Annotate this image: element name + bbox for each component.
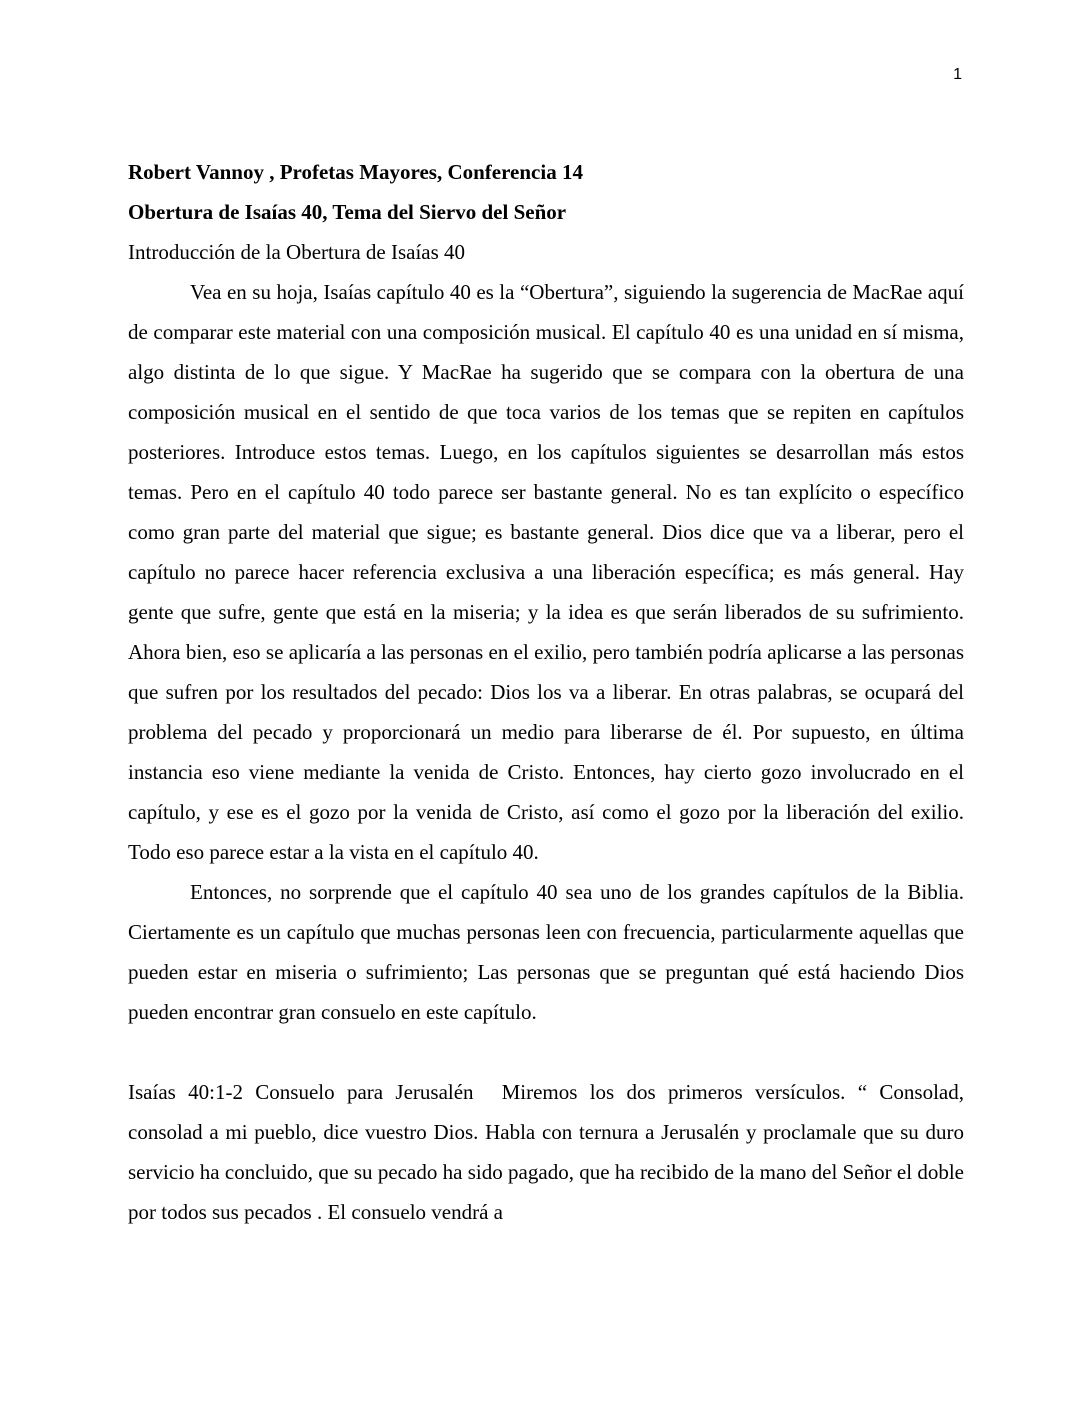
paragraph-2: Entonces, no sorprende que el capítulo 40 sea uno de los grandes capítulos de la Biblia. Ciertamente es un capítulo que muchas personas leen con frecuencia, particularmente aquellas que pueden estar en miseria o sufrimiento; Las personas que se preguntan qué está haciendo Dios pueden encontrar gran consuelo en este capítulo.	[128, 880, 964, 1024]
paragraph-1: Vea en su hoja, Isaías capítulo 40 es la “Obertura”, siguiendo la sugerencia de MacRae aquí de comparar este material con una composición musical. El capítulo 40 es una unidad en sí misma, algo distinta de lo que sigue. Y MacRae ha sugerido que se compara con la obertura de una composición musical en el sentido de que toca varios de los temas que se repiten en capítulos posteriores. Introduce estos temas. Luego, en los capítulos siguientes se desarrollan más estos temas. Pero en el capítulo 40 todo parece ser bastante general. No es tan explícito o específico como gran parte del material que sigue; es bastante general. Dios dice que va a liberar, pero el capítulo no parece hacer referencia exclusiva a una liberación específica; es más general. Hay gente que sufre, gente que está en la miseria; y la idea es que serán liberados de su sufrimiento. Ahora bien, eso se aplicaría a las personas en el exilio, pero también podría aplicarse a las personas que sufren por los resultados del pecado: Dios los va a liberar. En otras palabras, se ocupará del problema del pecado y proporcionará un medio para liberarse de él. Por supuesto, en última instancia eso viene mediante la venida de Cristo. Entonces, hay cierto gozo involucrado en el capítulo, y ese es el gozo por la venida de Cristo, así como el gozo por la liberación del exilio. Todo eso parece estar a la vista en el capítulo 40.	[128, 280, 964, 864]
page-number: 1	[953, 66, 962, 83]
section-2	[128, 1072, 964, 1232]
section-heading: Introducción de la Obertura de Isaías 40	[128, 240, 466, 264]
section-2-text: Miremos los dos primeros versículos. “ Consolad, consolad a mi pueblo, dice vuestro Dios. Habla con ternura a Jerusalén y proclamale que su duro servicio ha concluido, que su pecado ha sido pagado, que ha recibido de la mano del Señor el doble por todos sus pecados . El consuelo vendrá a	[128, 1080, 964, 1224]
document-subtitle: Obertura de Isaías 40, Tema del Siervo del Señor	[128, 200, 567, 224]
document-body	[128, 152, 964, 1232]
document-title: Robert Vannoy , Profetas Mayores, Conferencia 14	[128, 160, 583, 184]
section-2-heading: Isaías 40:1-2 Consuelo para Jerusalén	[128, 1080, 474, 1104]
section-spacer	[128, 1032, 964, 1072]
